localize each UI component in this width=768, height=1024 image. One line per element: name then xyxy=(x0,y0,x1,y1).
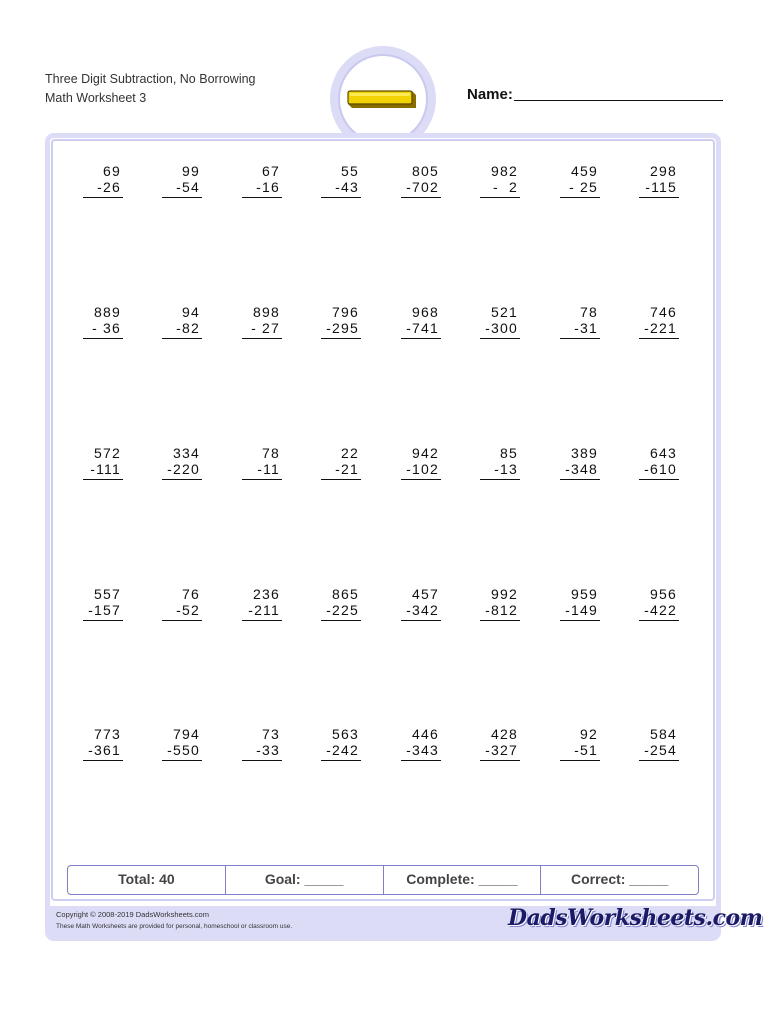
minuend: 67 xyxy=(262,163,280,179)
problem-25 xyxy=(83,586,123,624)
problem-3 xyxy=(242,163,282,201)
minuend: 22 xyxy=(341,445,359,461)
problem-7 xyxy=(560,163,600,201)
subtrahend: -111 xyxy=(90,461,121,477)
score-bar xyxy=(67,865,699,895)
minuend: 459 xyxy=(571,163,598,179)
answer-line xyxy=(242,338,282,339)
answer-line xyxy=(83,760,123,761)
problem-27 xyxy=(242,586,282,624)
subtrahend: - 27 xyxy=(251,320,280,336)
minuend: 457 xyxy=(412,586,439,602)
answer-line xyxy=(560,479,600,480)
problem-19 xyxy=(242,445,282,483)
subtrahend: -242 xyxy=(326,742,359,758)
minuend: 968 xyxy=(412,304,439,320)
subtrahend: -295 xyxy=(326,320,359,336)
minuend: 55 xyxy=(341,163,359,179)
name-field[interactable] xyxy=(514,100,723,101)
subtrahend: -610 xyxy=(644,461,677,477)
answer-line xyxy=(639,760,679,761)
problem-31 xyxy=(560,586,600,624)
minuend: 236 xyxy=(253,586,280,602)
answer-line xyxy=(560,338,600,339)
subtrahend: -11 xyxy=(257,461,280,477)
minuend: 92 xyxy=(580,726,598,742)
minuend: 389 xyxy=(571,445,598,461)
answer-line xyxy=(83,620,123,621)
subtrahend: - 36 xyxy=(92,320,121,336)
answer-line xyxy=(83,338,123,339)
subtrahend: -149 xyxy=(565,602,598,618)
problem-37 xyxy=(401,726,441,764)
minuend: 446 xyxy=(412,726,439,742)
minuend: 865 xyxy=(332,586,359,602)
problem-13 xyxy=(401,304,441,342)
answer-line xyxy=(560,197,600,198)
answer-line xyxy=(321,479,361,480)
problem-2 xyxy=(162,163,202,201)
answer-line xyxy=(83,479,123,480)
problem-24 xyxy=(639,445,679,483)
problem-9 xyxy=(83,304,123,342)
problem-15 xyxy=(560,304,600,342)
answer-line xyxy=(162,760,202,761)
subtrahend: -342 xyxy=(406,602,439,618)
subtrahend: - 25 xyxy=(569,179,598,195)
minuend: 959 xyxy=(571,586,598,602)
subtrahend: -550 xyxy=(167,742,200,758)
subtrahend: -102 xyxy=(406,461,439,477)
answer-line xyxy=(242,620,282,621)
minuend: 78 xyxy=(580,304,598,320)
minuend: 334 xyxy=(173,445,200,461)
problem-21 xyxy=(401,445,441,483)
problem-40 xyxy=(639,726,679,764)
problems-area xyxy=(51,139,715,901)
problem-38 xyxy=(480,726,520,764)
problem-6 xyxy=(480,163,520,201)
subtrahend: - 2 xyxy=(492,179,518,195)
problem-36 xyxy=(321,726,361,764)
minuend: 773 xyxy=(94,726,121,742)
minuend: 794 xyxy=(173,726,200,742)
problem-29 xyxy=(401,586,441,624)
minuend: 572 xyxy=(94,445,121,461)
subtrahend: -348 xyxy=(565,461,598,477)
subtrahend: -327 xyxy=(485,742,518,758)
answer-line xyxy=(480,338,520,339)
problem-8 xyxy=(639,163,679,201)
problem-20 xyxy=(321,445,361,483)
subtrahend: -300 xyxy=(485,320,518,336)
subtrahend: -221 xyxy=(644,320,677,336)
answer-line xyxy=(401,620,441,621)
answer-line xyxy=(242,760,282,761)
subtrahend: -16 xyxy=(256,179,280,195)
answer-line xyxy=(162,197,202,198)
title-line-1: Three Digit Subtraction, No Borrowing xyxy=(45,72,256,86)
answer-line xyxy=(639,479,679,480)
subtrahend: -51 xyxy=(574,742,598,758)
problem-22 xyxy=(480,445,520,483)
answer-line xyxy=(480,620,520,621)
copyright-text: Copyright © 2008-2019 DadsWorksheets.com xyxy=(56,910,209,919)
minuend: 557 xyxy=(94,586,121,602)
worksheet-title xyxy=(45,70,256,108)
minuend: 563 xyxy=(332,726,359,742)
answer-line xyxy=(242,197,282,198)
minuend: 73 xyxy=(262,726,280,742)
minuend: 584 xyxy=(650,726,677,742)
correct-cell[interactable]: Correct: _____ xyxy=(570,871,669,887)
problem-35 xyxy=(242,726,282,764)
subtrahend: -361 xyxy=(88,742,121,758)
minuend: 78 xyxy=(262,445,280,461)
minuend: 298 xyxy=(650,163,677,179)
subtrahend: -115 xyxy=(645,179,677,195)
subtrahend: -43 xyxy=(335,179,359,195)
subtrahend: -812 xyxy=(485,602,518,618)
problem-14 xyxy=(480,304,520,342)
pencil-icon xyxy=(347,89,417,109)
problem-34 xyxy=(162,726,202,764)
subtrahend: -157 xyxy=(88,602,121,618)
answer-line xyxy=(639,338,679,339)
subtrahend: -82 xyxy=(176,320,200,336)
subtrahend: -225 xyxy=(326,602,359,618)
problem-23 xyxy=(560,445,600,483)
problem-16 xyxy=(639,304,679,342)
subtrahend: -211 xyxy=(248,602,280,618)
problem-5 xyxy=(401,163,441,201)
subtrahend: -422 xyxy=(644,602,677,618)
answer-line xyxy=(162,479,202,480)
answer-line xyxy=(401,479,441,480)
answer-line xyxy=(560,760,600,761)
answer-line xyxy=(401,760,441,761)
minuend: 992 xyxy=(491,586,518,602)
minuend: 889 xyxy=(94,304,121,320)
minuend: 982 xyxy=(491,163,518,179)
answer-line xyxy=(560,620,600,621)
answer-line xyxy=(321,620,361,621)
subtrahend: -26 xyxy=(97,179,121,195)
answer-line xyxy=(480,760,520,761)
answer-line xyxy=(162,338,202,339)
problem-39 xyxy=(560,726,600,764)
subtrahend: -220 xyxy=(167,461,200,477)
answer-line xyxy=(83,197,123,198)
goal-cell[interactable]: Goal: _____ xyxy=(226,866,384,894)
subtrahend: -13 xyxy=(494,461,518,477)
problem-33 xyxy=(83,726,123,764)
problem-10 xyxy=(162,304,202,342)
complete-cell[interactable]: Complete: _____ xyxy=(384,866,542,894)
subtrahend: -54 xyxy=(176,179,200,195)
answer-line xyxy=(162,620,202,621)
minuend: 805 xyxy=(412,163,439,179)
minuend: 956 xyxy=(650,586,677,602)
problem-18 xyxy=(162,445,202,483)
problem-32 xyxy=(639,586,679,624)
answer-line xyxy=(480,197,520,198)
problem-30 xyxy=(480,586,520,624)
subtrahend: -702 xyxy=(406,179,439,195)
usage-notice: These Math Worksheets are provided for personal, homeschool or classroom use. xyxy=(56,923,293,930)
minuend: 69 xyxy=(103,163,121,179)
name-label: Name: xyxy=(467,86,513,103)
answer-line xyxy=(480,479,520,480)
minuend: 796 xyxy=(332,304,359,320)
subtrahend: -343 xyxy=(406,742,439,758)
answer-line xyxy=(242,479,282,480)
subtrahend: -33 xyxy=(256,742,280,758)
problem-26 xyxy=(162,586,202,624)
answer-line xyxy=(639,620,679,621)
minuend: 85 xyxy=(500,445,518,461)
problem-1 xyxy=(83,163,123,201)
minuend: 942 xyxy=(412,445,439,461)
subtrahend: -52 xyxy=(176,602,200,618)
answer-line xyxy=(639,197,679,198)
problem-4 xyxy=(321,163,361,201)
brand-logo: DadsWorksheets.com xyxy=(508,905,763,931)
subtrahend: -21 xyxy=(335,461,359,477)
total-cell: Total: 40 xyxy=(68,866,226,894)
subtrahend: -254 xyxy=(644,742,677,758)
answer-line xyxy=(321,197,361,198)
minuend: 99 xyxy=(182,163,200,179)
subtrahend: -741 xyxy=(406,320,439,336)
problem-11 xyxy=(242,304,282,342)
minuend: 746 xyxy=(650,304,677,320)
minuend: 428 xyxy=(491,726,518,742)
minuend: 643 xyxy=(650,445,677,461)
answer-line xyxy=(401,197,441,198)
problem-28 xyxy=(321,586,361,624)
minuend: 521 xyxy=(491,304,518,320)
minuend: 76 xyxy=(182,586,200,602)
problem-17 xyxy=(83,445,123,483)
title-line-2: Math Worksheet 3 xyxy=(45,91,147,105)
subtrahend: -31 xyxy=(574,320,598,336)
minuend: 898 xyxy=(253,304,280,320)
problem-12 xyxy=(321,304,361,342)
answer-line xyxy=(321,760,361,761)
answer-line xyxy=(401,338,441,339)
answer-line xyxy=(321,338,361,339)
minuend: 94 xyxy=(182,304,200,320)
